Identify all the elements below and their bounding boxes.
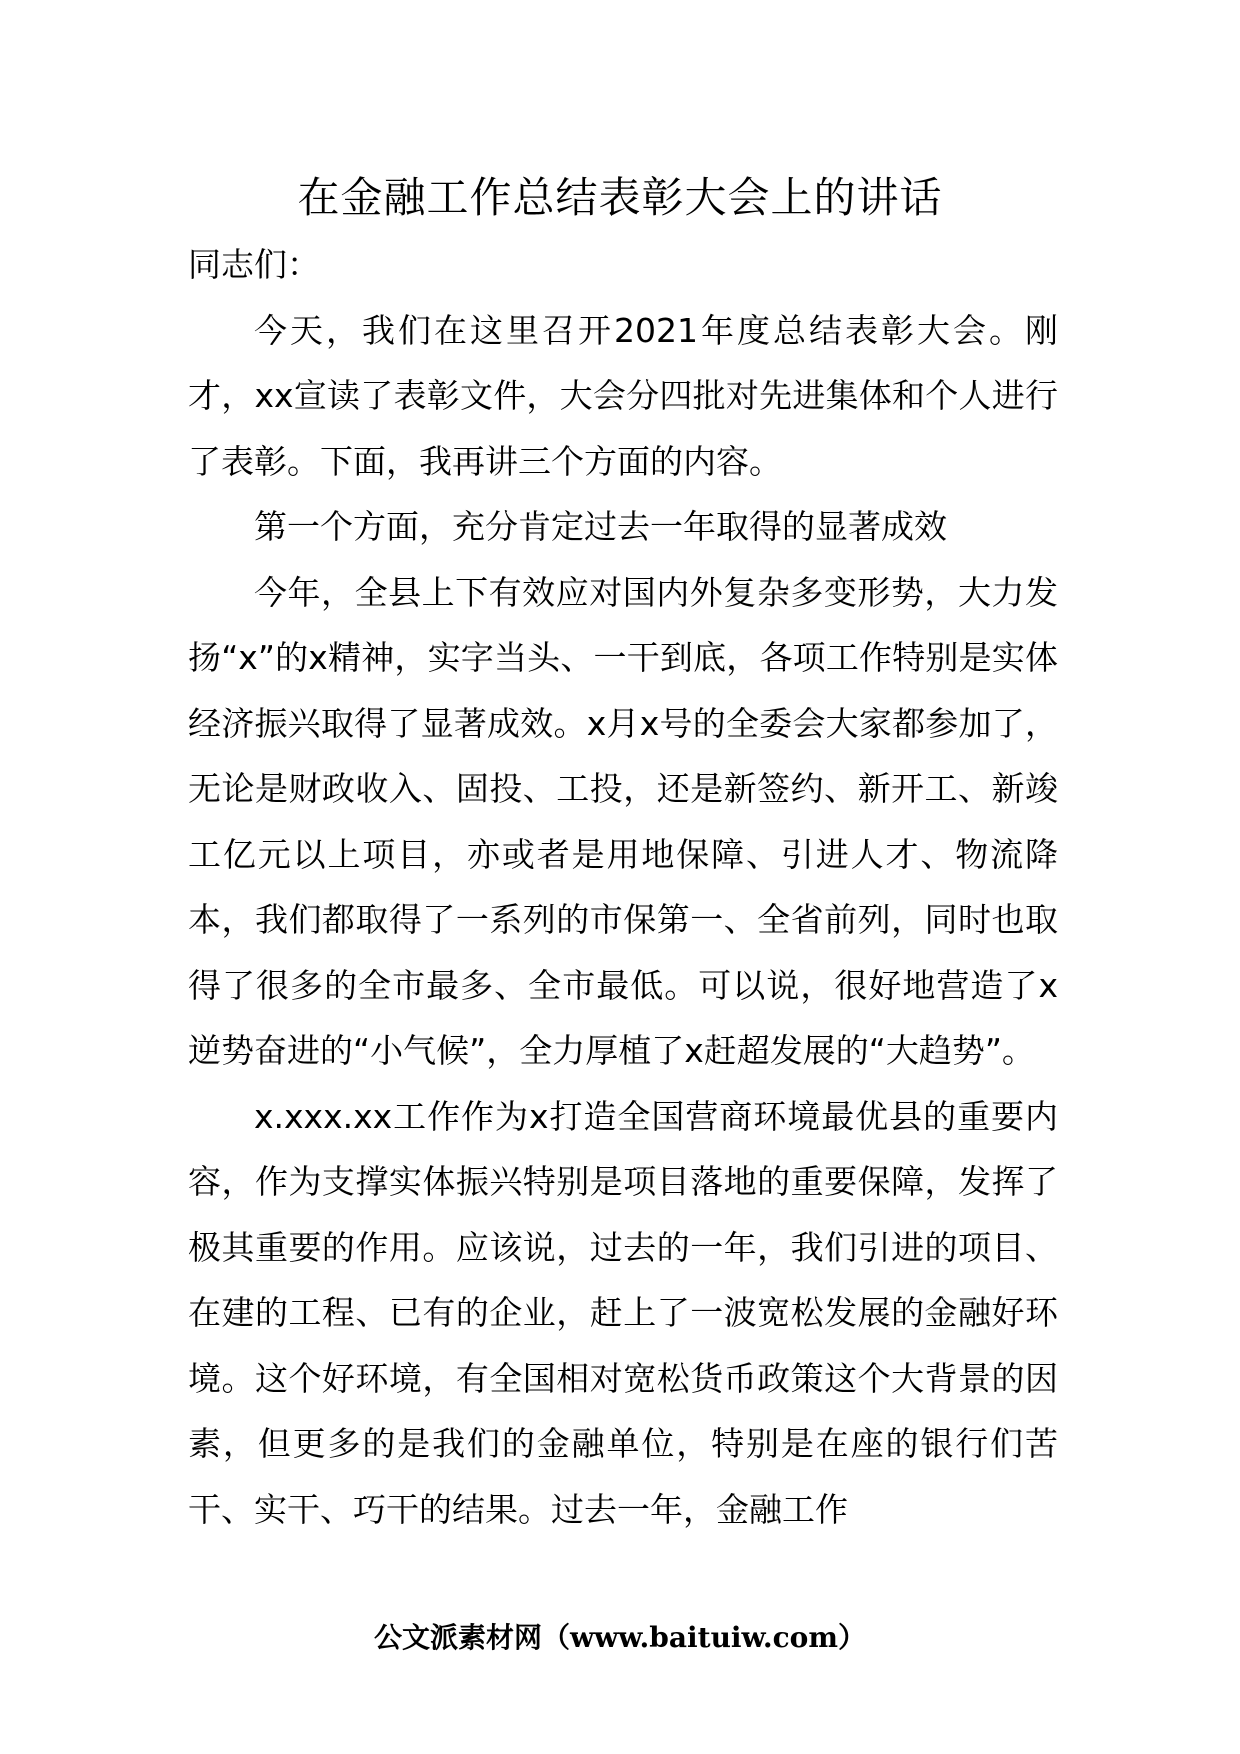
document-title: 在金融工作总结表彰大会上的讲话 (297, 173, 943, 222)
salutation: 同志们： (188, 245, 320, 284)
paragraph-finance-work: x.xxx.xx工作作为x打造全国营商环境最优县的重要内容，作为支撑实体振兴特别是项目落地的重要保障，发挥了极其重要的作用。应该说，过去的一年，我们引进的项目、在建的工程、已有的企业，赶上了一波宽松发展的金融好环境。这个好环境，有全国相对宽松货币政策这个大背景的因素，但更多的是我们的金融单位，特别是在座的银行们苦干、实干、巧干的结果。过去一年，金融工作 (188, 1096, 1058, 1529)
document-body (188, 232, 1058, 1542)
footer-watermark: 公文派素材网（www.baituiw.com） (374, 1621, 866, 1654)
paragraph-opening: 今天，我们在这里召开2021年度总结表彰大会。刚才，xx宣读了表彰文件，大会分四批对先进集体和个人进行了表彰。下面，我再讲三个方面的内容。 (188, 310, 1058, 481)
section-heading-1: 第一个方面，充分肯定过去一年取得的显著成效 (254, 507, 947, 546)
paragraph-achievements: 今年，全县上下有效应对国内外复杂多变形势，大力发扬“x”的x精神，实字当头、一干到底，各项工作特别是实体经济振兴取得了显著成效。x月x号的全委会大家都参加了，无论是财政收入、固投、工投，还是新签约、新开工、新竣工亿元以上项目，亦或者是用地保障、引进人才、物流降本，我们都取得了一系列的市保第一、全省前列，同时也取得了很多的全市最多、全市最低。可以说，很好地营造了x逆势奋进的“小气候”，全力厚植了x赶超发展的“大趋势”。 (188, 572, 1058, 1070)
